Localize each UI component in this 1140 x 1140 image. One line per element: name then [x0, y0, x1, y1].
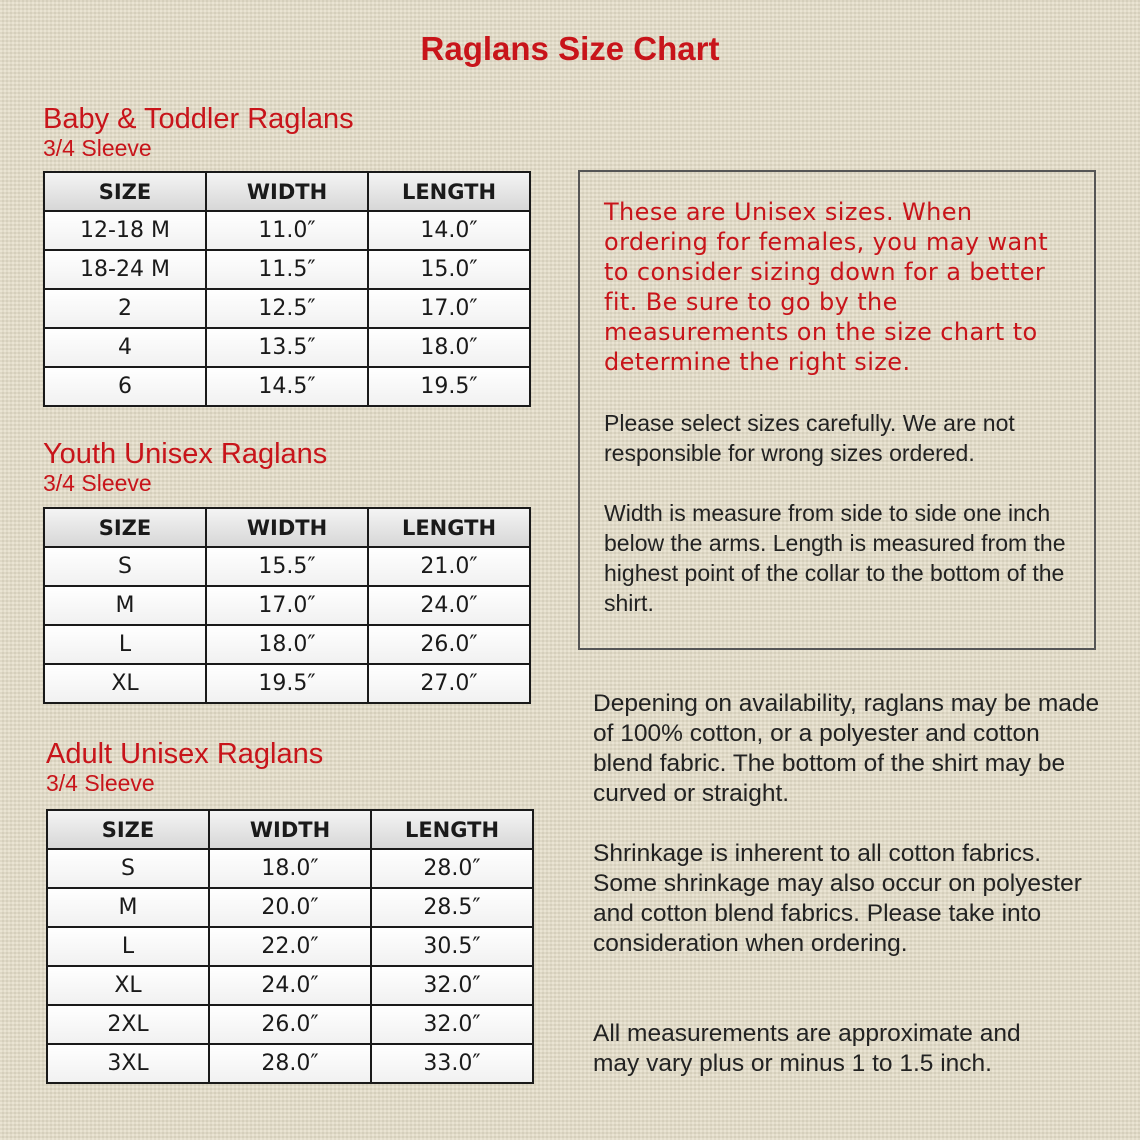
width-cell: 18.0″: [206, 625, 368, 664]
width-cell: 14.5″: [206, 367, 368, 406]
fabric-note: Depening on availability, raglans may be made of 100% cotton, or a polyester and cotton blend fabric. The bottom of the shirt may be curved or straight.: [593, 690, 1100, 807]
width-cell: 28.0″: [209, 1044, 371, 1083]
length-cell: 33.0″: [371, 1044, 533, 1083]
length-cell: 21.0″: [368, 547, 530, 586]
size-cell: S: [47, 849, 209, 888]
column-header-length: LENGTH: [368, 508, 530, 547]
careful-note: Please select sizes carefully. We are not responsible for wrong sizes ordered.: [604, 410, 1015, 466]
length-cell: 28.0″: [371, 849, 533, 888]
width-cell: 24.0″: [209, 966, 371, 1005]
unisex-note: These are Unisex sizes. When ordering for females, you may want to consider sizing down for a better fit. Be sure to go by the measurements on the size chart to determine the right size.: [604, 198, 1049, 376]
length-cell: 19.5″: [368, 367, 530, 406]
width-cell: 13.5″: [206, 328, 368, 367]
width-note: Width is measure from side to side one inch below the arms. Length is measured from the highest point of the collar to the bottom of the shirt.: [604, 500, 1066, 616]
size-cell: M: [44, 586, 206, 625]
length-cell: 15.0″: [368, 250, 530, 289]
length-cell: 26.0″: [368, 625, 530, 664]
size-cell: 3XL: [47, 1044, 209, 1083]
table-row: [44, 211, 530, 250]
width-cell: 19.5″: [206, 664, 368, 703]
column-header-length: LENGTH: [368, 172, 530, 211]
adult-size-table: [46, 809, 534, 1084]
youth-sleeve-label: 3/4 Sleeve: [43, 470, 152, 496]
table-header-row: [44, 508, 530, 547]
width-cell: 12.5″: [206, 289, 368, 328]
table-header-row: [47, 810, 533, 849]
size-cell: M: [47, 888, 209, 927]
table-row: [44, 664, 530, 703]
width-cell: 20.0″: [209, 888, 371, 927]
size-cell: XL: [44, 664, 206, 703]
column-header-size: SIZE: [47, 810, 209, 849]
baby-size-table: [43, 171, 531, 407]
length-cell: 28.5″: [371, 888, 533, 927]
width-cell: 11.0″: [206, 211, 368, 250]
size-cell: 18-24 M: [44, 250, 206, 289]
baby-sleeve-label: 3/4 Sleeve: [43, 135, 152, 161]
width-cell: 22.0″: [209, 927, 371, 966]
column-header-length: LENGTH: [371, 810, 533, 849]
size-cell: 2: [44, 289, 206, 328]
page-title: Raglans Size Chart: [420, 30, 720, 67]
youth-heading: Youth Unisex Raglans: [43, 438, 328, 470]
width-cell: 11.5″: [206, 250, 368, 289]
table-row: [47, 888, 533, 927]
table-row: [44, 328, 530, 367]
length-cell: 30.5″: [371, 927, 533, 966]
column-header-size: SIZE: [44, 508, 206, 547]
table-row: [44, 250, 530, 289]
youth-section-header: [43, 438, 327, 496]
table-row: [44, 289, 530, 328]
size-cell: 2XL: [47, 1005, 209, 1044]
length-cell: 14.0″: [368, 211, 530, 250]
table-row: [44, 625, 530, 664]
adult-section-header: [46, 738, 323, 796]
baby-heading: Baby & Toddler Raglans: [43, 103, 354, 135]
column-header-width: WIDTH: [206, 508, 368, 547]
baby-section-header: [43, 103, 354, 161]
size-cell: 4: [44, 328, 206, 367]
table-row: [44, 367, 530, 406]
table-header-row: [44, 172, 530, 211]
table-row: [47, 927, 533, 966]
size-cell: L: [47, 927, 209, 966]
width-cell: 17.0″: [206, 586, 368, 625]
table-row: [47, 1044, 533, 1083]
size-cell: XL: [47, 966, 209, 1005]
width-cell: 26.0″: [209, 1005, 371, 1044]
table-row: [47, 849, 533, 888]
size-cell: 6: [44, 367, 206, 406]
length-cell: 27.0″: [368, 664, 530, 703]
length-cell: 24.0″: [368, 586, 530, 625]
table-row: [47, 1005, 533, 1044]
length-cell: 32.0″: [371, 966, 533, 1005]
size-cell: S: [44, 547, 206, 586]
width-cell: 18.0″: [209, 849, 371, 888]
column-header-width: WIDTH: [209, 810, 371, 849]
shrinkage-note: Shrinkage is inherent to all cotton fabrics. Some shrinkage may also occur on polyester and cotton blend fabrics. Please take into consideration when ordering.: [593, 840, 1082, 957]
width-cell: 15.5″: [206, 547, 368, 586]
table-row: [47, 966, 533, 1005]
table-row: [44, 547, 530, 586]
adult-heading: Adult Unisex Raglans: [46, 738, 324, 770]
adult-sleeve-label: 3/4 Sleeve: [46, 770, 155, 796]
size-cell: L: [44, 625, 206, 664]
column-header-width: WIDTH: [206, 172, 368, 211]
length-cell: 32.0″: [371, 1005, 533, 1044]
table-row: [44, 586, 530, 625]
column-header-size: SIZE: [44, 172, 206, 211]
length-cell: 17.0″: [368, 289, 530, 328]
approx-note: All measurements are approximate and may vary plus or minus 1 to 1.5 inch.: [593, 1020, 1021, 1077]
size-cell: 12-18 M: [44, 211, 206, 250]
youth-size-table: [43, 507, 531, 704]
length-cell: 18.0″: [368, 328, 530, 367]
